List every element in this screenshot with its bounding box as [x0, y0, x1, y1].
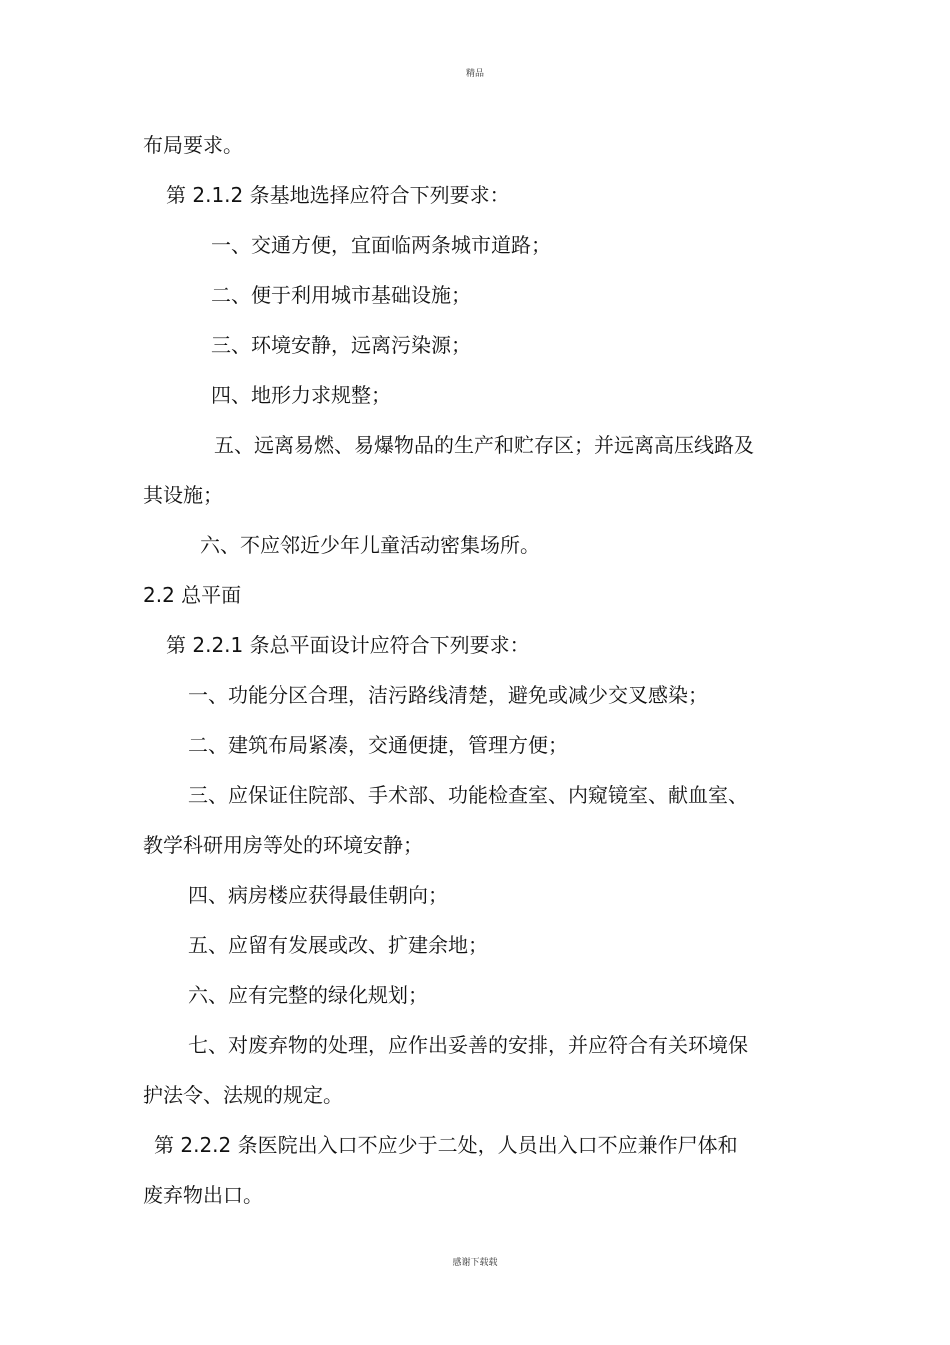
list-item: 六、不应邻近少年儿童活动密集场所。: [200, 533, 540, 557]
page-footer: 感谢下载载: [452, 1258, 498, 1268]
list-item: 三、环境安静，远离污染源；: [211, 333, 471, 357]
list-item: 二、便于利用城市基础设施；: [211, 283, 471, 307]
list-item: 四、病房楼应获得最佳朝向；: [188, 883, 448, 907]
list-item: 三、应保证住院部、手术部、功能检查室、内窥镜室、献血室、: [188, 783, 748, 807]
list-item: 六、应有完整的绿化规划；: [188, 983, 428, 1007]
list-item: 二、建筑布局紧凑，交通便捷，管理方便；: [188, 733, 568, 757]
list-item: 五、远离易燃、易爆物品的生产和贮存区；并远离高压线路及: [214, 433, 754, 457]
clause-heading: 第 2.2.1 条总平面设计应符合下列要求：: [166, 633, 530, 657]
text-line: 教学科研用房等处的环境安静；: [143, 833, 423, 857]
text-line: 废弃物出口。: [143, 1183, 263, 1207]
list-item: 七、对废弃物的处理，应作出妥善的安排，并应符合有关环境保: [188, 1033, 748, 1057]
clause-heading: 第 2.1.2 条基地选择应符合下列要求：: [166, 183, 510, 207]
section-heading: 2.2 总平面: [143, 583, 242, 607]
text-line: 其设施；: [143, 483, 223, 507]
page-header: 精品: [465, 69, 484, 79]
clause-heading: 第 2.2.2 条医院出入口不应少于二处，人员出入口不应兼作尸体和: [154, 1133, 738, 1157]
text-line: 布局要求。: [143, 133, 243, 157]
list-item: 五、应留有发展或改、扩建余地；: [188, 933, 488, 957]
list-item: 一、功能分区合理，洁污路线清楚，避免或减少交叉感染；: [188, 683, 708, 707]
list-item: 四、地形力求规整；: [211, 383, 391, 407]
text-line: 护法令、法规的规定。: [143, 1083, 343, 1107]
list-item: 一、交通方便，宜面临两条城市道路；: [211, 233, 551, 257]
